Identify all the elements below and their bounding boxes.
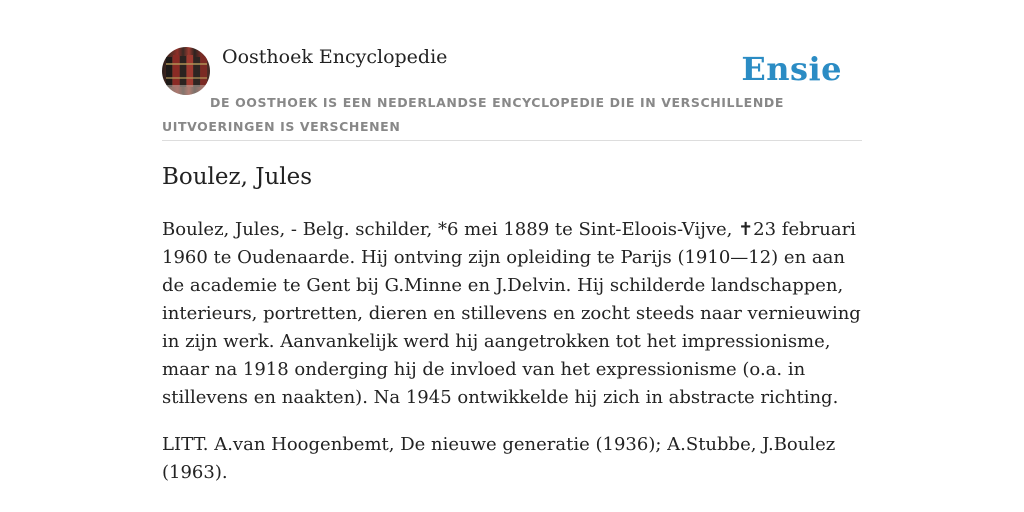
entry-content xyxy=(162,216,864,506)
site-title[interactable]: Oosthoek Encyclopedie xyxy=(222,46,448,68)
site-tagline: DE OOSTHOEK IS EEN NEDERLANDSE ENCYCLOPEDIE DIE IN VERSCHILLENDE UITVOERINGEN IS VERSCHENEN xyxy=(162,95,784,134)
entry-body: Boulez, Jules, - Belg. schilder, *6 mei 1889 te Sint-Eloois-Vijve, ✝23 februari 1960 te Oudenaarde. Hij ontving zijn opleiding te Parijs (1910—12) en aan de academie te Gent bij G.Minne en J.Delvin. Hij schilderde landschappen, interieurs, portretten, dieren en stillevens en zocht steeds naar vernieuwing in zijn werk. Aanvankelijk werd hij aangetrokken tot het impressionisme, maar na 1918 onderging hij de invloed van het expressionisme (o.a. in stillevens en naakten). Na 1945 ontwikkelde hij zich in abstracte richting. xyxy=(162,219,861,408)
site-header xyxy=(162,44,862,141)
encyclopedia-books-icon[interactable] xyxy=(162,47,210,95)
brand-logo[interactable]: Ensie xyxy=(741,50,842,88)
page-title: Boulez, Jules xyxy=(162,164,313,190)
entry-literature: LITT. A.van Hoogenbemt, De nieuwe generatie (1936); A.Stubbe, J.Boulez (1963). xyxy=(162,434,836,483)
